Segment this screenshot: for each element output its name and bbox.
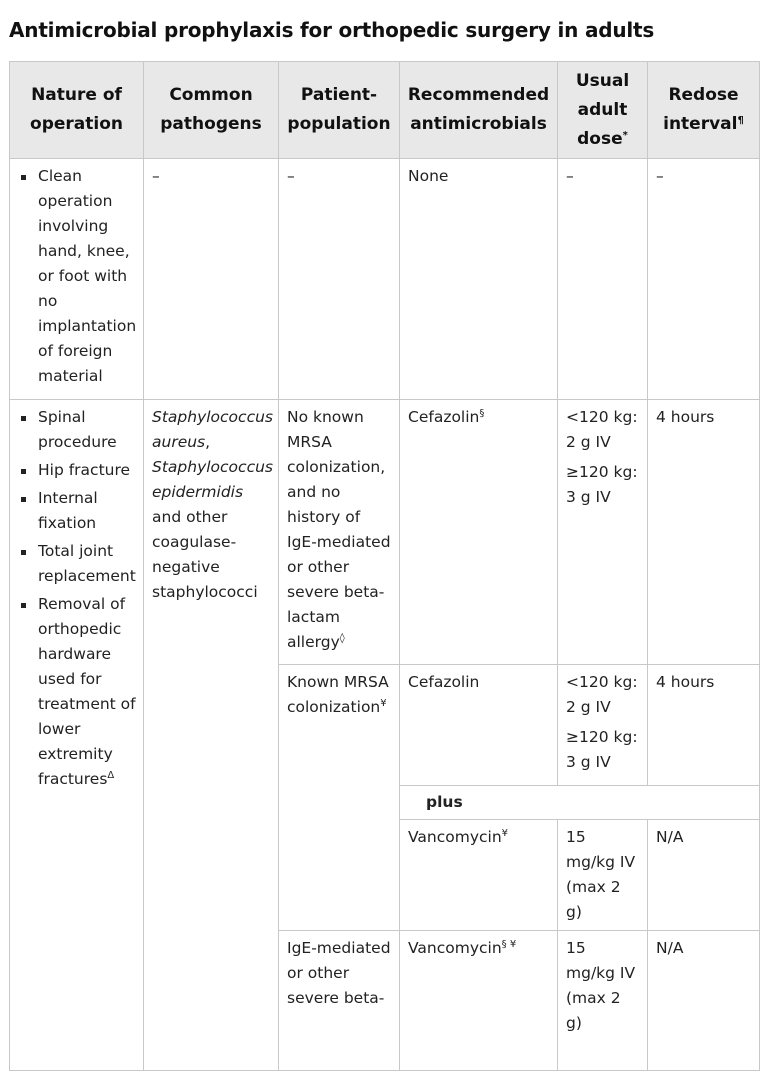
- cell-antimicrobials: Cefazolin§: [400, 400, 558, 665]
- cell-population: Known MRSA colonization¥: [279, 665, 400, 931]
- cell-redose: N/A: [648, 931, 760, 1071]
- footnote-mark: Δ: [107, 770, 115, 781]
- dose-line: <120 kg: 2 g IV: [566, 408, 638, 451]
- plus-label: plus: [400, 786, 760, 820]
- dose-line: ≥120 kg: 3 g IV: [566, 463, 638, 506]
- cell-dose: 15 mg/kg IV (max 2 g): [558, 931, 648, 1071]
- cell-antimicrobials: Cefazolin: [400, 665, 558, 786]
- pathogen-name: Staphylococcus epidermidis: [152, 458, 273, 501]
- cell-redose: 4 hours: [648, 665, 760, 786]
- cell-antimicrobials: None: [400, 159, 558, 400]
- cell-population: –: [279, 159, 400, 400]
- list-item: Spinal procedure: [38, 405, 139, 455]
- footnote-mark: ¥: [380, 698, 387, 709]
- cell-redose: 4 hours: [648, 400, 760, 665]
- list-item: Total joint replacement: [38, 539, 139, 589]
- footnote-mark: ◊: [339, 633, 345, 644]
- header-population: Patient-population: [279, 62, 400, 159]
- list-item: Hip fracture: [38, 458, 139, 483]
- page-title: Antimicrobial prophylaxis for orthopedic surgery in adults: [9, 18, 655, 42]
- footnote-mark: *: [622, 129, 628, 141]
- cell-dose: [558, 665, 648, 786]
- cell-operation: [10, 400, 144, 1071]
- cell-dose: [558, 400, 648, 665]
- cell-dose: –: [558, 159, 648, 400]
- cell-operation: [10, 159, 144, 400]
- cell-population: IgE-mediated or other severe beta-: [279, 931, 400, 1071]
- pathogen-name: Staphylococcus aureus: [152, 408, 273, 451]
- cell-redose: N/A: [648, 820, 760, 931]
- header-antimicrobials: Recommended antimicrobials: [400, 62, 558, 159]
- header-redose: Redose interval¶: [648, 62, 760, 159]
- cell-population: No known MRSA colonization, and no history of IgE-mediated or other severe beta-lactam allergy◊: [279, 400, 400, 665]
- cell-redose: –: [648, 159, 760, 400]
- cell-antimicrobials: Vancomycin§ ¥: [400, 931, 558, 1071]
- header-dose: Usual adult dose*: [558, 62, 648, 159]
- footnote-mark: § ¥: [501, 939, 517, 950]
- table-row: [10, 400, 760, 665]
- footnote-mark: §: [479, 408, 485, 419]
- header-row: [10, 62, 760, 159]
- header-nature: Nature of operation: [10, 62, 144, 159]
- cell-dose: 15 mg/kg IV (max 2 g): [558, 820, 648, 931]
- list-item: Removal of orthopedic hardware used for treatment of lower extremity fractures$^\Delta$: [38, 592, 139, 792]
- cell-antimicrobials: Vancomycin¥: [400, 820, 558, 931]
- dose-line: <120 kg: 2 g IV: [566, 673, 638, 716]
- cell-pathogens: –: [144, 159, 279, 400]
- header-pathogens: Common pathogens: [144, 62, 279, 159]
- table-row: [10, 159, 760, 400]
- dose-line: ≥120 kg: 3 g IV: [566, 728, 638, 771]
- prophylaxis-table: [9, 61, 760, 1071]
- cell-pathogens: Staphylococcus aureus, Staphylococcus epidermidis and other coagulase-negative staphylococci: [144, 400, 279, 1071]
- list-item: Clean operation involving hand, knee, or foot with no implantation of foreign material: [38, 164, 139, 389]
- list-item: Internal fixation: [38, 486, 139, 536]
- footnote-mark: ¥: [501, 828, 509, 839]
- operation-list: [18, 164, 139, 389]
- operation-list: [18, 405, 139, 792]
- footnote-mark: ¶: [737, 115, 744, 126]
